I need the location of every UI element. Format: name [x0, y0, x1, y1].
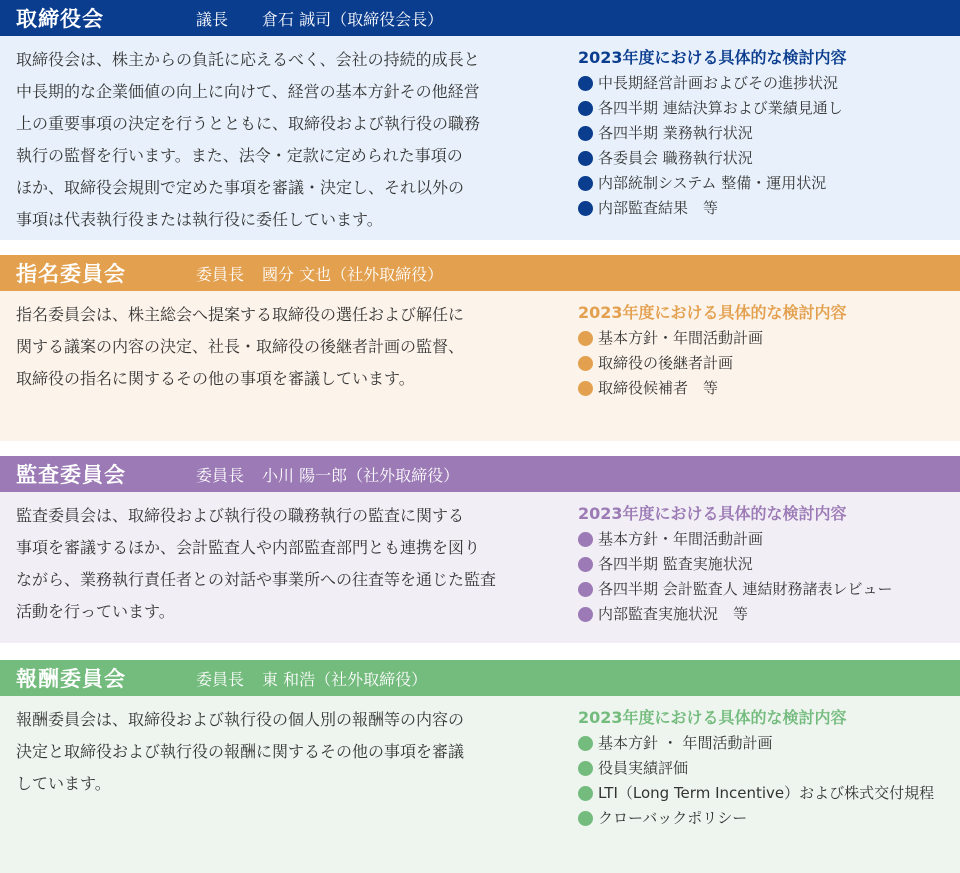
desc-line: 指名委員会は、株主総会へ提案する取締役の選任および解任に [16, 305, 465, 324]
audit-role: 委員長 [196, 465, 245, 485]
board-title: 取締役会 [16, 7, 104, 31]
board-topics-title: 2023年度における具体的な検討内容 [578, 48, 847, 67]
nomination-person: 國分 文也（社外取締役） [262, 264, 444, 284]
remuneration-header [0, 660, 960, 696]
board-header [0, 0, 960, 36]
audit-person: 小川 陽一郎（社外取締役） [262, 465, 460, 485]
nomination-topics-list [578, 326, 948, 401]
audit-header [0, 456, 960, 492]
list-item: LTI（Long Term Incentive）および株式交付規程 [578, 781, 948, 806]
desc-line: ながら、業務執行責任者との対話や事業所への往査等を通じた監査 [16, 570, 497, 589]
desc-line: ほか、取締役会規則で定めた事項を審議・決定し、それ以外の [16, 178, 465, 197]
desc-line: 決定と取締役および執行役の報酬に関するその他の事項を審議 [16, 742, 465, 761]
nomination-role: 委員長 [196, 264, 245, 284]
remuneration-section [0, 660, 960, 873]
list-item: 基本方針 ・ 年間活動計画 [578, 731, 948, 756]
remuneration-topics-title: 2023年度における具体的な検討内容 [578, 708, 847, 727]
nomination-topics [578, 301, 948, 401]
list-item: 内部監査結果 等 [578, 196, 948, 221]
desc-line: しています。 [16, 774, 111, 793]
bullet-dot-icon [578, 176, 593, 191]
desc-line: 上の重要事項の決定を行うとともに、取締役および執行役の職務 [16, 114, 481, 133]
desc-line: 事項は代表執行役または執行役に委任しています。 [16, 210, 383, 229]
list-item: 内部統制システム 整備・運用状況 [578, 171, 948, 196]
list-item: 各四半期 監査実施状況 [578, 552, 948, 577]
remuneration-topics-list [578, 731, 948, 831]
desc-line: 取締役の指名に関するその他の事項を審議しています。 [16, 369, 415, 388]
bullet-dot-icon [578, 582, 593, 597]
bullet-dot-icon [578, 151, 593, 166]
desc-line: 報酬委員会は、取締役および執行役の個人別の報酬等の内容の [16, 710, 465, 729]
bullet-dot-icon [578, 786, 593, 801]
list-item: 基本方針・年間活動計画 [578, 527, 948, 552]
audit-topics-title: 2023年度における具体的な検討内容 [578, 504, 847, 523]
remuneration-description [16, 704, 561, 800]
list-item: 各委員会 職務執行状況 [578, 146, 948, 171]
board-person: 倉石 誠司（取締役会長） [262, 9, 444, 29]
desc-line: 活動を行っています。 [16, 602, 175, 621]
list-item: 基本方針・年間活動計画 [578, 326, 948, 351]
bullet-dot-icon [578, 331, 593, 346]
remuneration-role: 委員長 [196, 669, 245, 689]
remuneration-topics [578, 706, 948, 831]
bullet-dot-icon [578, 811, 593, 826]
nomination-title: 指名委員会 [16, 262, 126, 286]
audit-topics-list [578, 527, 948, 627]
board-role: 議長 [196, 9, 229, 29]
audit-title: 監査委員会 [16, 463, 126, 487]
board-section [0, 0, 960, 240]
bullet-dot-icon [578, 557, 593, 572]
list-item: 役員実績評価 [578, 756, 948, 781]
remuneration-person: 東 和浩（社外取締役） [262, 669, 428, 689]
list-item: 取締役候補者 等 [578, 376, 948, 401]
desc-line: 監査委員会は、取締役および執行役の職務執行の監査に関する [16, 506, 465, 525]
nomination-section [0, 255, 960, 441]
board-body [0, 36, 960, 240]
nomination-header [0, 255, 960, 291]
list-item: 各四半期 会計監査人 連結財務諸表レビュー [578, 577, 948, 602]
desc-line: 中長期的な企業価値の向上に向けて、経営の基本方針その他経営 [16, 82, 480, 101]
board-topics [578, 46, 948, 221]
board-topics-list [578, 71, 948, 221]
list-item: 中長期経営計画およびその進捗状況 [578, 71, 948, 96]
desc-line: 関する議案の内容の決定、社長・取締役の後継者計画の監督、 [16, 337, 465, 356]
board-description [16, 44, 561, 236]
audit-topics [578, 502, 948, 627]
bullet-dot-icon [578, 356, 593, 371]
bullet-dot-icon [578, 101, 593, 116]
desc-line: 事項を審議するほか、会計監査人や内部監査部門とも連携を図り [16, 538, 481, 557]
remuneration-body [0, 696, 960, 873]
bullet-dot-icon [578, 381, 593, 396]
list-item: 各四半期 連結決算および業績見通し [578, 96, 948, 121]
bullet-dot-icon [578, 532, 593, 547]
nomination-description [16, 299, 561, 395]
nomination-topics-title: 2023年度における具体的な検討内容 [578, 303, 847, 322]
desc-line: 執行の監督を行います。また、法令・定款に定められた事項の [16, 146, 463, 165]
desc-line: 取締役会は、株主からの負託に応えるべく、会社の持続的成長と [16, 50, 480, 69]
list-item: 各四半期 業務執行状況 [578, 121, 948, 146]
bullet-dot-icon [578, 201, 593, 216]
nomination-body [0, 291, 960, 441]
bullet-dot-icon [578, 607, 593, 622]
list-item: クローバックポリシー [578, 806, 948, 831]
audit-section [0, 456, 960, 643]
bullet-dot-icon [578, 761, 593, 776]
list-item: 取締役の後継者計画 [578, 351, 948, 376]
audit-body [0, 492, 960, 643]
audit-description [16, 500, 561, 628]
remuneration-title: 報酬委員会 [16, 667, 126, 691]
bullet-dot-icon [578, 76, 593, 91]
list-item: 内部監査実施状況 等 [578, 602, 948, 627]
bullet-dot-icon [578, 126, 593, 141]
bullet-dot-icon [578, 736, 593, 751]
